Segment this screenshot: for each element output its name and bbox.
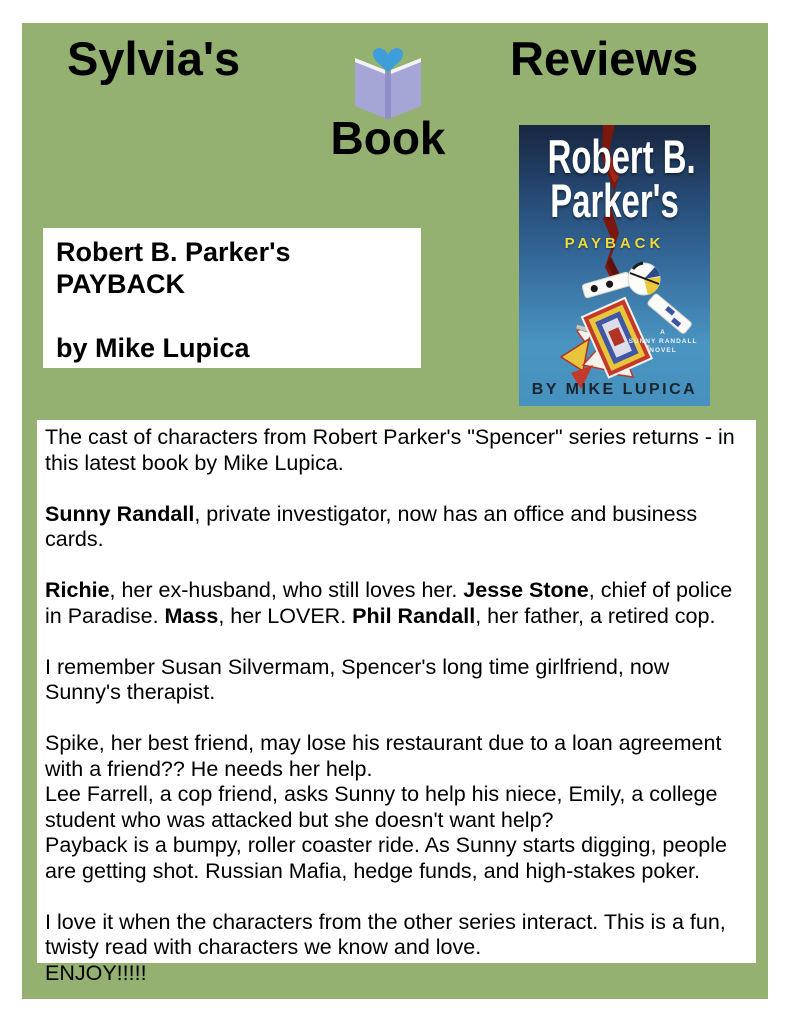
book-cover-image — [519, 125, 710, 406]
review-paragraph: Spike, her best friend, may lose his restaurant due to a loan agreement with a friend?? He needs her help. — [45, 731, 722, 781]
book-title-line: PAYBACK — [56, 269, 186, 299]
review-paragraph — [45, 553, 748, 579]
site-title-left: Sylvia's — [67, 32, 241, 85]
cover-series-line: SUNNY RANDALL — [628, 338, 698, 345]
cover-series-line: NOVEL — [649, 347, 677, 354]
site-title-center: Book — [330, 112, 446, 164]
cover-title: PAYBACK — [564, 235, 665, 252]
review-paragraph: I remember Susan Silvermam, Spencer's long time girlfriend, now Sunny's therapist. — [45, 654, 670, 704]
cover-series-label — [626, 328, 700, 355]
review-paragraph — [45, 884, 748, 910]
review-paragraph: Lee Farrell, a cop friend, asks Sunny to help his niece, Emily, a college student who was attacked but she doesn't want help? — [45, 782, 718, 832]
cover-byline: BY MIKE LUPICA — [531, 381, 698, 398]
cover-author-line2: Parker's — [550, 174, 679, 227]
cover-author-line1: Robert B. — [547, 130, 696, 183]
review-paragraph: Richie, her ex-husband, who still loves her. Jesse Stone, chief of police in Paradise. Mass, her LOVER. Phil Randall, her father, a retired cop. — [45, 578, 733, 628]
book-title-line: by Mike Lupica — [56, 333, 250, 363]
book-title-line: Robert B. Parker's — [56, 237, 291, 267]
book-title-box — [43, 228, 421, 368]
review-paragraph — [45, 476, 748, 502]
review-paragraph: Payback is a bumpy, roller coaster ride. As Sunny starts digging, people are getting shot. Russian Mafia, hedge funds, and high-stakes poker. — [45, 833, 727, 883]
review-paragraph: Sunny Randall, private investigator, now has an office and business cards. — [45, 501, 698, 551]
review-paragraph — [45, 706, 748, 732]
site-title-right: Reviews — [510, 32, 699, 85]
review-paragraph — [45, 629, 748, 655]
review-paragraph: I love it when the characters from the other series interact. This is a fun, twisty read with characters we know and love. — [45, 909, 726, 959]
open-book-heart-icon — [347, 34, 429, 120]
review-text — [37, 420, 756, 985]
page-panel — [22, 23, 768, 999]
review-paragraph: ENJOY!!!!! — [45, 960, 147, 985]
cover-series-line: A — [660, 329, 666, 336]
review-paragraph: The cast of characters from Robert Parker's "Spencer" series returns - in this latest book by Mike Lupica. — [45, 425, 735, 475]
book-title-line — [56, 300, 409, 332]
